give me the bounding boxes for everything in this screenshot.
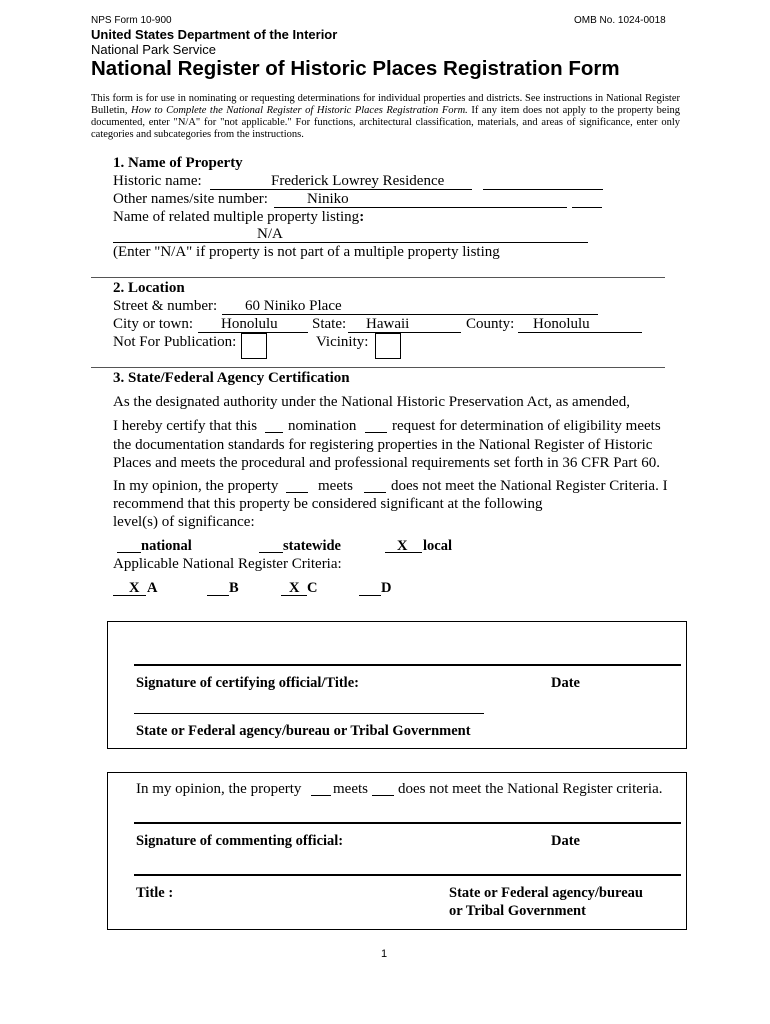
criteria-d-blank[interactable]	[359, 595, 381, 596]
does-not-meet-blank[interactable]	[364, 492, 386, 493]
related-listing-field[interactable]: N/A	[257, 226, 283, 242]
not-for-publication-label: Not For Publication:	[113, 334, 237, 350]
authority-statement: As the designated authority under the National Historic Preservation Act, as amended,	[113, 394, 630, 410]
other-names-field[interactable]: Niniko	[307, 191, 349, 207]
department-name: United States Department of the Interior	[91, 27, 338, 42]
certifying-date-label: Date	[551, 675, 580, 691]
meets-blank[interactable]	[286, 492, 308, 493]
opinion-text: In my opinion, the property	[113, 478, 279, 494]
criteria-a-mark[interactable]: X	[129, 580, 140, 596]
service-name: National Park Service	[91, 42, 216, 57]
certify-standards-text: the documentation standards for registering properties in the National Register of Historic Places and meets the procedural and professional requirements set forth in 36 CFR Part 60.	[113, 437, 660, 471]
local-mark[interactable]: X	[397, 538, 408, 554]
criteria-label: Applicable National Register Criteria:	[113, 556, 342, 572]
bulletin-title: How to Complete the National Register of Historic Places Registration Form.	[131, 105, 468, 116]
street-label: Street & number:	[113, 298, 218, 314]
historic-name-field[interactable]: Frederick Lowrey Residence	[271, 173, 445, 189]
criteria-c-label: C	[307, 580, 318, 596]
statewide-blank[interactable]	[259, 552, 283, 553]
criteria-b-label: B	[229, 580, 239, 596]
criteria-a-label: A	[147, 580, 158, 596]
certify-text: I hereby certify that this	[113, 418, 258, 434]
certifying-signature-label: Signature of certifying official/Title:	[136, 675, 359, 691]
not-for-publication-checkbox[interactable]	[241, 333, 267, 359]
form-number: NPS Form 10-900	[91, 15, 172, 26]
commenting-agency-label-2: or Tribal Government	[449, 903, 586, 919]
certifying-signature-line[interactable]	[134, 664, 681, 666]
historic-name-underline-ext	[483, 189, 603, 190]
commenting-meets-label: meets	[333, 781, 368, 797]
commenting-meets-blank[interactable]	[311, 795, 331, 796]
omb-number: OMB No. 1024-0018	[574, 15, 666, 26]
section-divider	[91, 277, 665, 278]
level-statewide: statewide	[283, 538, 341, 554]
commenting-date-label: Date	[551, 833, 580, 849]
page-title: National Register of Historic Places Registration Form	[91, 57, 620, 80]
criteria-c-mark[interactable]: X	[289, 580, 300, 596]
state-label: State:	[312, 316, 347, 332]
level-national: national	[141, 538, 192, 554]
does-not-meet-label: does not meet the National Register Criteria. I	[391, 478, 668, 494]
level-local: local	[423, 538, 452, 554]
intro-paragraph: This form is for use in nominating or requesting determinations for individual properties and districts. See instructions in National Register Bulletin, How to Complete the National Register of Historic Places Registration Form. If any item does not apply to the property being documented, enter "N/A" for "not applicable." For functions, architectural classification, materials, and areas of significance, enter only categories and subcategories from the instructions.	[91, 93, 681, 140]
nomination-blank[interactable]	[265, 432, 283, 433]
street-field[interactable]: 60 Niniko Place	[245, 298, 342, 314]
other-names-label: Other names/site number:	[113, 191, 268, 207]
certifying-agency-line[interactable]	[134, 713, 484, 714]
certifying-agency-label: State or Federal agency/bureau or Tribal Government	[136, 723, 471, 739]
commenting-agency-label-1: State or Federal agency/bureau	[449, 885, 643, 901]
commenting-title-label: Title :	[136, 885, 174, 901]
request-blank[interactable]	[365, 432, 387, 433]
historic-name-label: Historic name:	[113, 173, 202, 189]
related-listing-underline	[113, 242, 588, 243]
section1-heading: 1. Name of Property	[113, 155, 243, 171]
state-field[interactable]: Hawaii	[366, 316, 410, 332]
related-listing-note: (Enter "N/A" if property is not part of a multiple property listing	[113, 244, 500, 260]
commenting-does-not-meet-label: does not meet the National Register criteria.	[398, 781, 663, 797]
recommend-text: recommend that this property be considered significant at the following	[113, 496, 543, 512]
county-field[interactable]: Honolulu	[533, 316, 590, 332]
levels-text: level(s) of significance:	[113, 514, 255, 530]
related-listing-label: Name of related multiple property listing:	[113, 209, 365, 225]
other-names-underline-ext	[572, 207, 602, 208]
city-label: City or town:	[113, 316, 194, 332]
criteria-b-blank[interactable]	[207, 595, 229, 596]
section-divider	[91, 367, 665, 368]
city-field[interactable]: Honolulu	[221, 316, 278, 332]
section2-heading: 2. Location	[113, 280, 185, 296]
commenting-signature-line[interactable]	[134, 822, 681, 824]
nomination-label: nomination	[288, 418, 357, 434]
county-label: County:	[466, 316, 515, 332]
national-blank[interactable]	[117, 552, 141, 553]
meets-label: meets	[318, 478, 353, 494]
commenting-opinion-text: In my opinion, the property	[136, 781, 302, 797]
commenting-signature-label: Signature of commenting official:	[136, 833, 344, 849]
vicinity-label: Vicinity:	[316, 334, 369, 350]
page-number: 1	[381, 948, 388, 960]
commenting-title-line[interactable]	[134, 874, 681, 876]
commenting-does-not-meet-blank[interactable]	[372, 795, 394, 796]
vicinity-checkbox[interactable]	[375, 333, 401, 359]
section3-heading: 3. State/Federal Agency Certification	[113, 370, 350, 386]
criteria-d-label: D	[381, 580, 392, 596]
request-label: request for determination of eligibility meets	[392, 418, 661, 434]
